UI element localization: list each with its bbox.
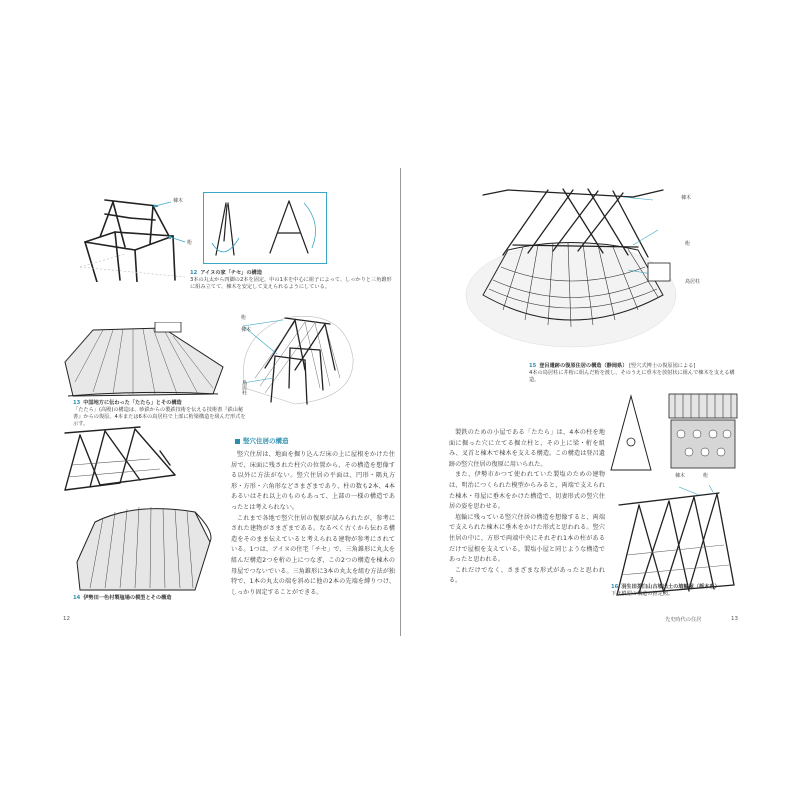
fig12-label-post: 桁	[187, 240, 193, 246]
left-body-paragraph: 竪穴住居は、地面を掘り込んだ床の上に屋根をかけた住居で、床面に残された柱穴の位置から、その構造を想像する以外に方法がない。竪穴住居の平面は、円形・隅丸方形・方形・六角形などさまざまであり、柱の数も2本、4本あるいはそれ以上のものもあって、上部の一様の構造であったとは考えられない。	[231, 451, 395, 511]
right-body-text	[449, 428, 605, 587]
fig16-label-b: 桁	[703, 473, 709, 479]
fig14-model-drawing	[75, 502, 215, 592]
fig16-text: 下は模型の構造の推定図。	[611, 591, 674, 597]
right-body-paragraph: これだけでなく、さまざまな形式があったと思われる。	[449, 566, 605, 585]
fig14-frame-drawing	[60, 425, 185, 495]
fig12-frame-drawing	[75, 192, 200, 282]
fig16-number: 16	[611, 584, 619, 590]
fig16-caption	[611, 584, 743, 598]
fig15-structure-drawing	[453, 185, 693, 355]
fig14-caption	[73, 595, 243, 602]
fig15-caption	[529, 363, 739, 384]
left-body-text	[231, 450, 395, 598]
fig15-note: [竪穴式博士の復原図による]	[629, 363, 696, 369]
fig13-label-c: 鳥居柱	[241, 380, 247, 395]
fig16-structure-drawing	[609, 485, 739, 600]
fig15-label-c: 鳥居柱	[685, 279, 701, 285]
fig13-structure-drawing	[235, 308, 355, 408]
fig12-title: アイヌの家「チセ」の構造	[200, 270, 262, 276]
fig13-caption	[73, 400, 248, 428]
fig14-number: 14	[73, 595, 81, 601]
fig12-detail-inset	[203, 192, 327, 264]
right-body-paragraph: 製鉄のための小屋である「たたら」は、4本の柱を地面に掘った穴に立てる掘立柱と、その上に梁・桁を組み、叉首と棟木で棟木を支える構造。この構造は登呂遺跡の竪穴住居の復原に用いられた。	[449, 429, 605, 468]
fig13-house-drawing	[63, 322, 233, 397]
fig16-label-a: 棟木	[675, 473, 686, 479]
left-page	[55, 150, 397, 640]
folio-left: 12	[63, 616, 70, 622]
right-body-paragraph: また、伊勢市かつて使われていた製塩のための建物は、明治につくられた模型からみると、両端で支えられた棟木・母屋に垂木をかけた構造で、切妻形式の竪穴住居の姿を思わせる。	[449, 471, 605, 511]
folio-right: 13	[731, 616, 738, 622]
fig12-caption	[190, 270, 395, 291]
fig13-label-a: 桁	[241, 315, 247, 321]
fig16-title: 羽生田茶臼山古墳出土の埴輪屋（栃木県）	[621, 584, 720, 590]
fig14-title: 伊勢田一色村製塩場の模型とその構造	[83, 595, 172, 601]
fig13-title: 中国地方に伝わった「たたら」とその構造	[83, 400, 182, 406]
fig13-text: 「たたら」(高殿)の構造は、砂鉄からの製鉄技術を伝える技術書『鉄山秘書』からの復原。4本または6本の鳥居柱で上部に桁梁構造を組んだ形式を示す。	[73, 407, 246, 427]
gutter-line	[400, 168, 401, 636]
fig12-label-ridge: 棟木	[173, 198, 184, 204]
fig15-number: 15	[529, 363, 537, 369]
fig16-haniwa-drawing	[609, 390, 739, 480]
right-body-paragraph: 埴輪に残っている竪穴住居の構造を想像すると、両端で支えられた棟木に垂木をかけた形式と思われる。竪穴住居の中に、方形で両端中央にそれぞれ1本の柱があるだけで屋根を支えている。製塩小屋と同じような構造であったと思われる。	[449, 513, 605, 564]
running-head: 先史時代の住居	[665, 617, 702, 623]
fig13-label-b: 棟木	[241, 327, 252, 333]
right-page	[403, 150, 745, 640]
section-heading: 竪穴住居の構造	[235, 436, 289, 445]
left-body-paragraph: これまで各地で竪穴住居の復原が試みられたが、参考にされた建物がさまざまである。なるべく古くから伝わる構造をそのまま伝えていると考えられる建物が参考にされている。1つは、アイヌの住宅「チセ」で、三角錐形に丸太を組んだ構造2つを桁の上につなぎ、この2つの構造を棟木の母屋でつないでいる。三角錐形に3本の丸太を組む方法が独特で、1本の丸太の端を斜めに他の2本の先端を縛りつけ、しっかり固定することができる。	[231, 514, 395, 596]
fig12-text: 3本の丸太から四脚の2本を固定。中の1本を中心に組子によって、しっかりと三角錐形に組み立てて、棟木を安定して支えられるようにしている。	[190, 277, 392, 290]
fig15-label-b: 桁	[685, 241, 691, 247]
fig12-number: 12	[190, 270, 198, 276]
fig15-label-a: 棟木	[681, 195, 692, 201]
fig15-text: 4本の鳥居柱に井桁に組んだ桁を渡し、そのうえに垂木を放射状に組んで棟木を支える構造。	[529, 370, 735, 383]
fig13-number: 13	[73, 400, 81, 406]
fig15-title: 登呂遺跡の復原住居の構造（静岡県）	[539, 363, 628, 369]
